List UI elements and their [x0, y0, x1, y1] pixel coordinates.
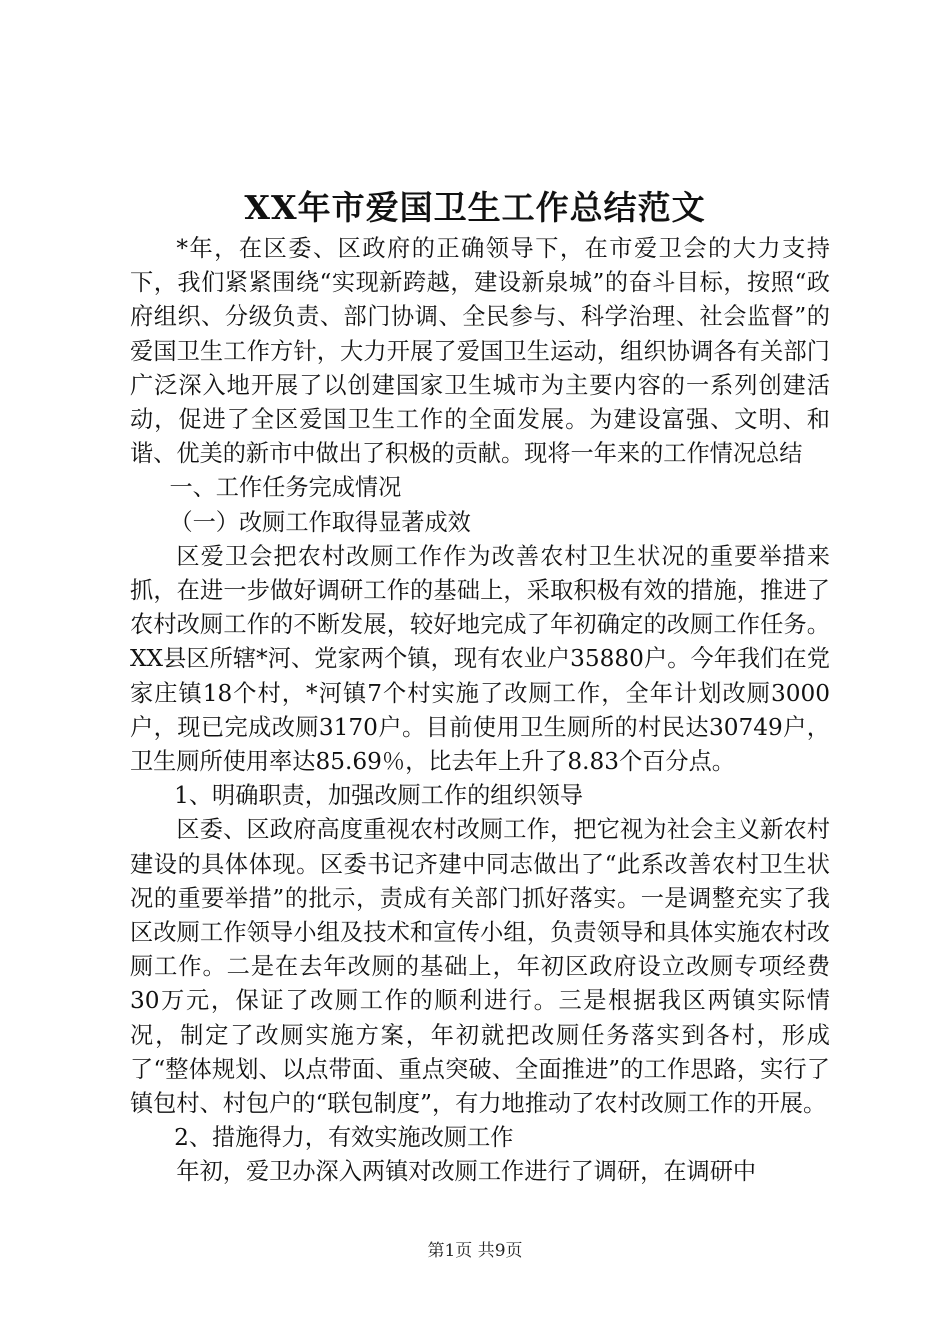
- intro-paragraph: *年，在区委、区政府的正确领导下，在市爱卫会的大力支持下，我们紧紧围绕“实现新跨越，建设新泉城”的奋斗目标，按照“政府组织、分级负责、部门协调、全民参与、科学治理、社会监督”的爱国卫生工作方针，大力开展了爱国卫生运动，组织协调各有关部门广泛深入地开展了以创建国家卫生城市为主要内容的一系列创建活动，促进了全区爱国卫生工作的全面发展。为建设富强、文明、和谐、优美的新市中做出了积极的贡献。现将一年来的工作情况总结: [130, 235, 830, 468]
- document-title: XX年市爱国卫生工作总结范文: [244, 188, 706, 227]
- item-heading: 2、措施得力，有效实施改厕工作: [174, 1124, 514, 1152]
- page-number-footer: 第1页 共9页: [427, 1241, 523, 1261]
- section-heading: 一、工作任务完成情况: [169, 474, 402, 502]
- item-heading: 1、明确职责，加强改厕工作的组织领导: [174, 782, 584, 810]
- subsection-heading: （一）改厕工作取得显著成效: [169, 508, 471, 536]
- body-paragraph: 区委、区政府高度重视农村改厕工作，把它视为社会主义新农村建设的具体体现。区委书记齐建中同志做出了“此系改善农村卫生状况的重要举措”的批示，责成有关部门抓好落实。一是调整充实了我区改厕工作领导小组及技术和宣传小组，负责领导和具体实施农村改厕工作。二是在去年改厕的基础上，年初区政府设立改厕专项经费30万元，保证了改厕工作的顺利进行。三是根据我区两镇实际情况，制定了改厕实施方案，年初就把改厕任务落实到各村，形成了“整体规划、以点带面、重点突破、全面推进”的工作思路，实行了镇包村、村包户的“联包制度”，有力地推动了农村改厕工作的开展。: [130, 816, 830, 1118]
- body-paragraph: 年初，爱卫办深入两镇对改厕工作进行了调研，在调研中: [176, 1158, 757, 1186]
- document-body: [130, 232, 830, 1190]
- body-paragraph: 区爱卫会把农村改厕工作作为改善农村卫生状况的重要举措来抓，在进一步做好调研工作的基础上，采取积极有效的措施，推进了农村改厕工作的不断发展，较好地完成了年初确定的改厕工作任务。XX县区所辖*河、党家两个镇，现有农业户35880户。今年我们在党家庄镇18个村，*河镇7个村实施了改厕工作，全年计划改厕3000户，现已完成改厕3170户。目前使用卫生厕所的村民达30749户，卫生厕所使用率达85.69％，比去年上升了8.83个百分点。: [130, 542, 830, 776]
